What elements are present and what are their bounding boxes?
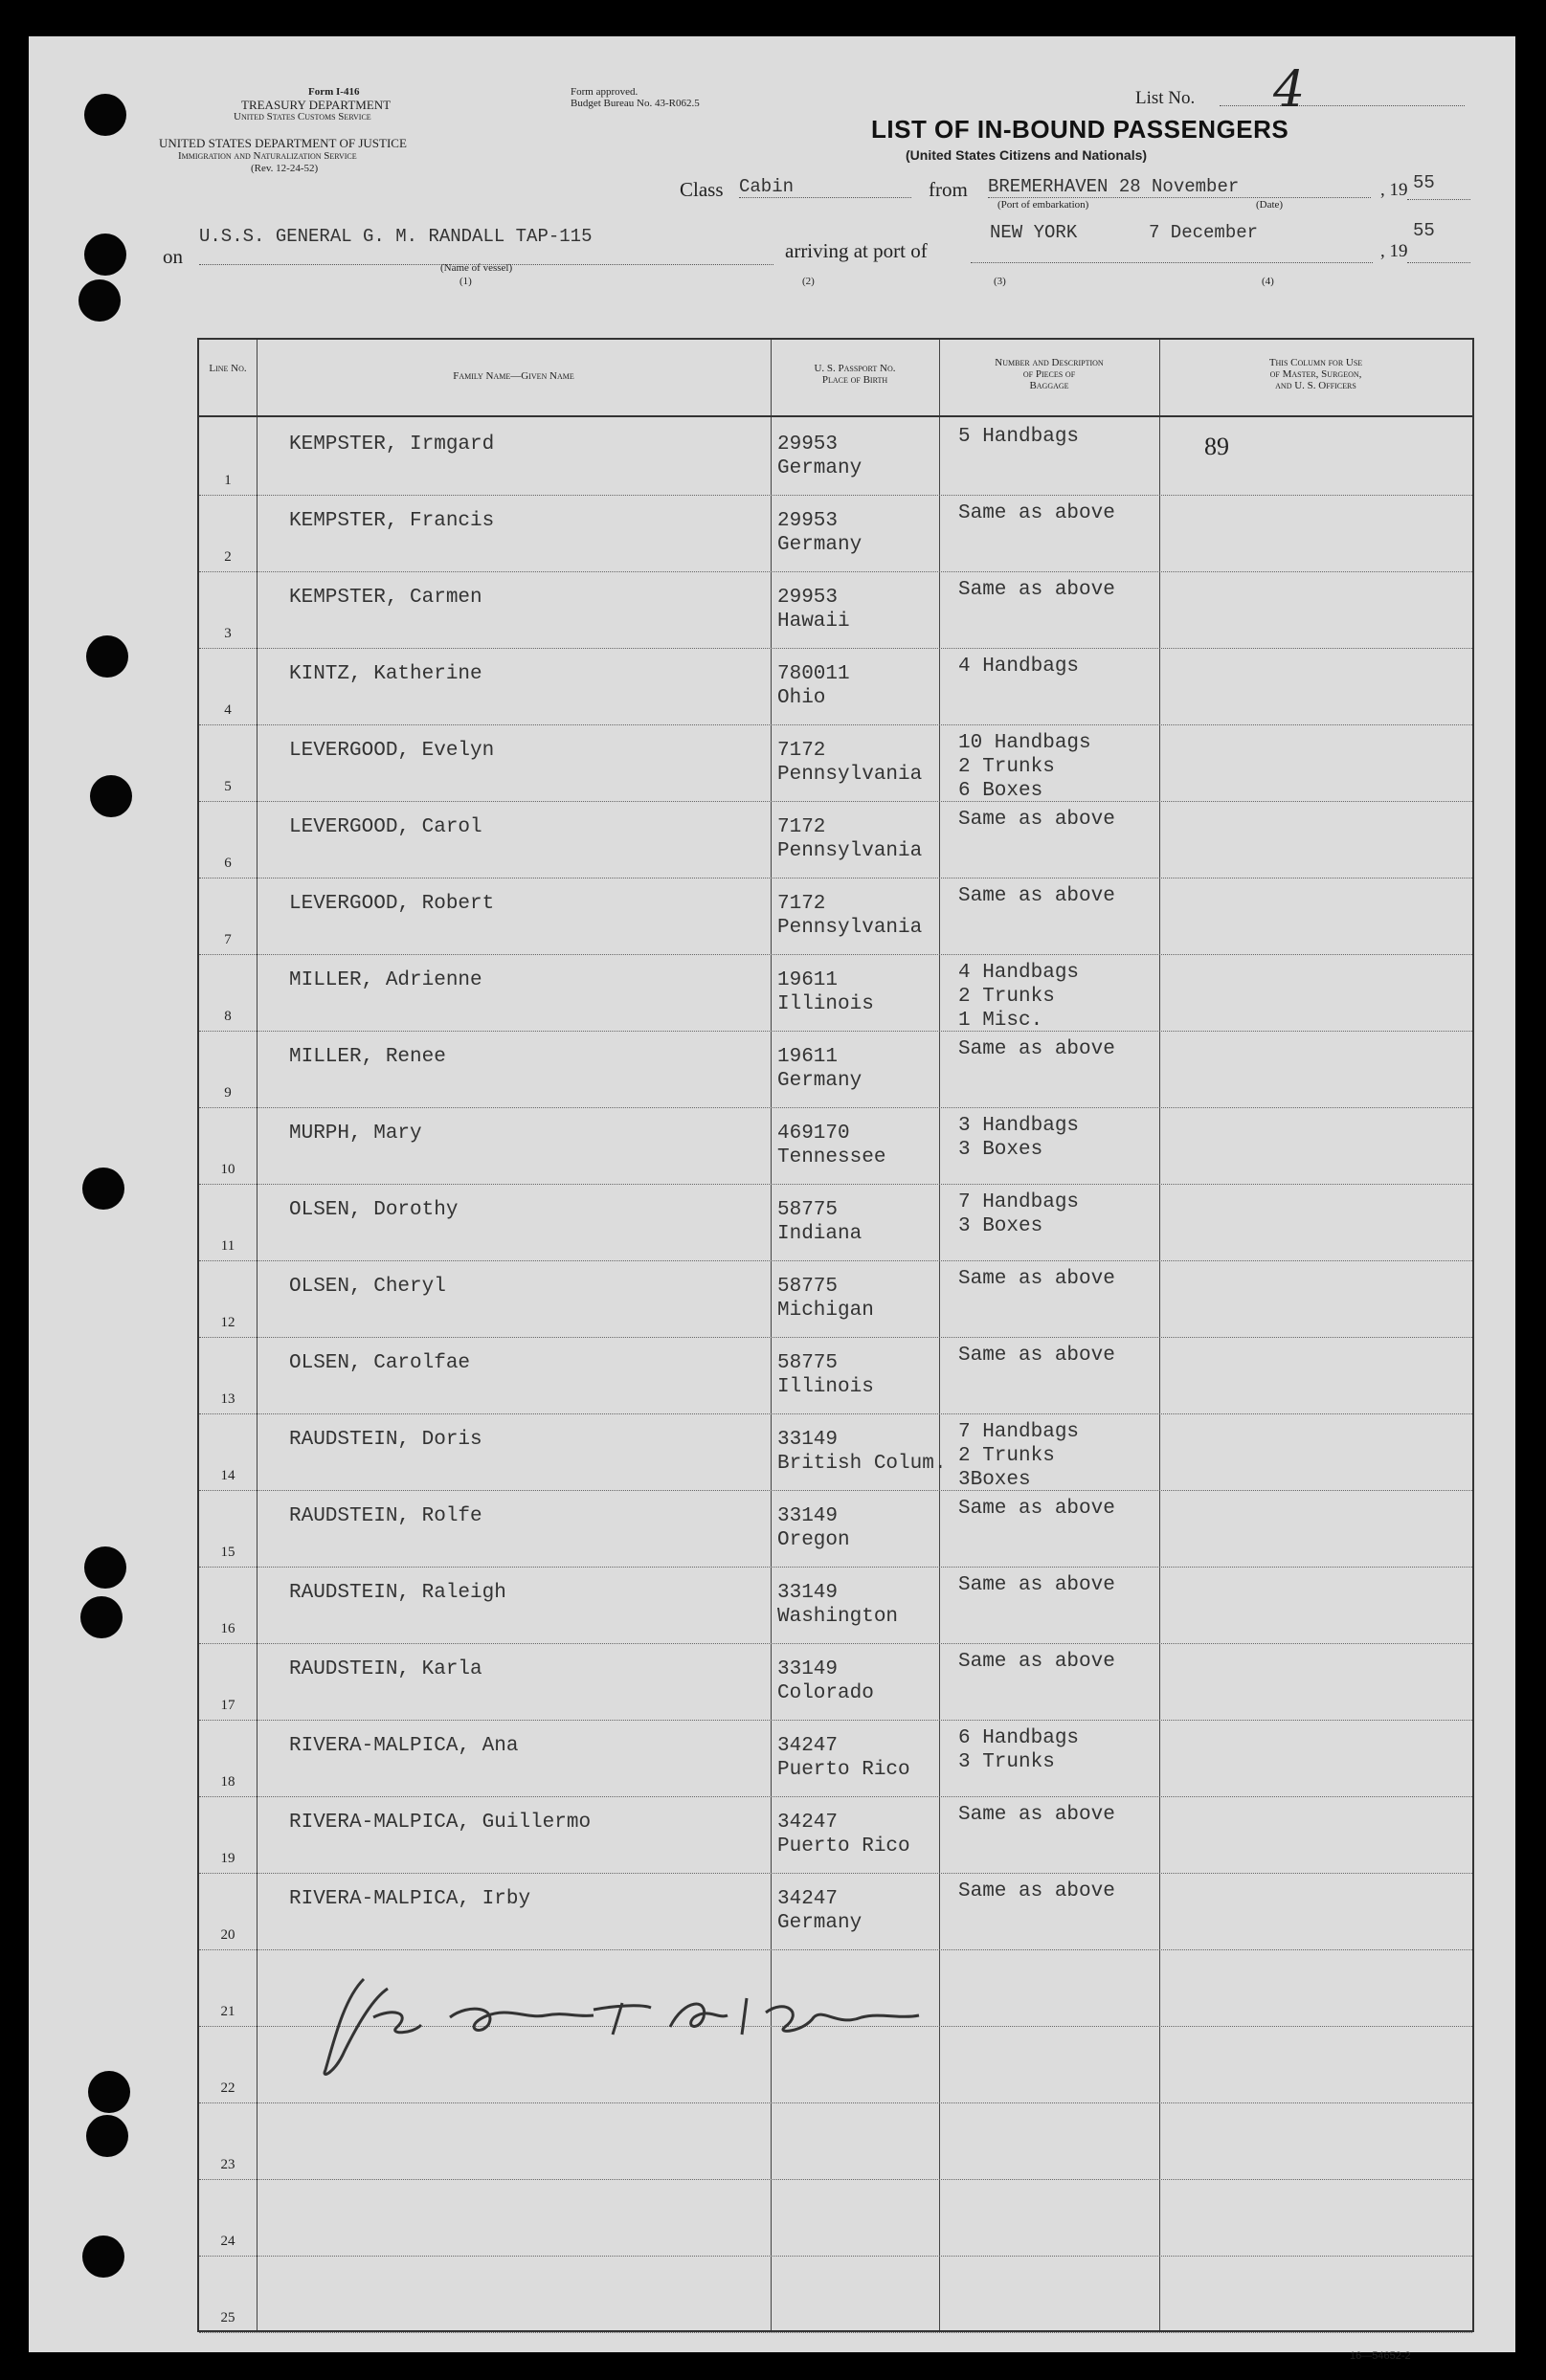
punch-hole: [84, 94, 126, 136]
table-row: [199, 723, 1472, 802]
line-number: 4: [224, 702, 232, 718]
from-label: from: [929, 178, 968, 201]
baggage-item: 3 Boxes: [958, 1139, 1043, 1161]
baggage-cell: [958, 1497, 1115, 1521]
year-prefix-1: , 19: [1380, 180, 1408, 200]
baggage-item: Same as above: [958, 502, 1115, 524]
passport-number: 19611: [777, 969, 839, 991]
passenger-name: KINTZ, Katherine: [289, 663, 482, 685]
passport-cell: [777, 815, 922, 863]
budget-bureau: Budget Bureau No. 43-R062.5: [571, 98, 700, 109]
passport-number: 7172: [777, 740, 826, 762]
col-head-name: Family Name—Given Name: [453, 370, 574, 382]
passport-cell: [777, 1811, 910, 1858]
passport-number: 34247: [777, 1812, 839, 1834]
place-of-birth: British Colum.: [777, 1453, 947, 1475]
line-number: 15: [220, 1545, 235, 1560]
punch-hole: [82, 1168, 124, 1210]
baggage-cell: [958, 1114, 1079, 1162]
passport-number: 29953: [777, 510, 839, 532]
year-prefix-1-text: 19: [1389, 180, 1408, 200]
baggage-item: 6 Boxes: [958, 780, 1043, 802]
passenger-name: MURPH, Mary: [289, 1123, 422, 1145]
arriving-label: arriving at port of: [785, 239, 928, 262]
arrival-line: [971, 260, 1373, 263]
table-row: [199, 1259, 1472, 1338]
punch-hole: [86, 2115, 128, 2157]
passenger-name: RAUDSTEIN, Raleigh: [289, 1582, 506, 1604]
passport-cell: [777, 509, 862, 557]
passport-number: 29953: [777, 434, 839, 456]
passport-cell: [777, 1122, 885, 1169]
passenger-name: LEVERGOOD, Robert: [289, 893, 495, 915]
punch-hole: [90, 775, 132, 817]
baggage-item: 4 Handbags: [958, 656, 1080, 678]
col-head-line: Line No.: [209, 363, 247, 374]
year-line-2: [1407, 260, 1470, 263]
table-row: [199, 647, 1472, 725]
treasury-department: TREASURY DEPARTMENT: [241, 98, 392, 112]
place-of-birth: Puerto Rico: [777, 1835, 910, 1857]
col-head-officers-1: This Column for Use: [1268, 357, 1363, 368]
passenger-name: KEMPSTER, Irmgard: [289, 434, 495, 456]
line-number: 12: [220, 1315, 235, 1330]
baggage-item: 6 Handbags: [958, 1727, 1080, 1749]
baggage-item: 3 Trunks: [958, 1751, 1055, 1773]
passport-cell: [777, 1198, 862, 1246]
passport-number: 19611: [777, 1046, 839, 1068]
baggage-item: 4 Handbags: [958, 962, 1080, 984]
table-row: [199, 1642, 1472, 1721]
baggage-cell: [958, 884, 1115, 908]
baggage-cell: [958, 731, 1091, 803]
baggage-item: 3 Handbags: [958, 1115, 1080, 1137]
baggage-item: Same as above: [958, 885, 1115, 907]
passport-number: 29953: [777, 587, 839, 609]
place-of-birth: Oregon: [777, 1529, 850, 1551]
col-head-officers-2: of Master, Surgeon,: [1269, 368, 1362, 380]
baggage-item: Same as above: [958, 1574, 1115, 1596]
form-number: Form I-416: [308, 86, 360, 98]
vessel-name: U.S.S. GENERAL G. M. RANDALL TAP-115: [199, 226, 773, 265]
passport-number: 33149: [777, 1582, 839, 1604]
page-subtitle: (United States Citizens and Nationals): [906, 147, 1148, 163]
punch-hole: [84, 1546, 126, 1589]
passport-cell: [777, 892, 922, 940]
col-head-baggage: [939, 357, 1159, 391]
punch-hole: [78, 279, 121, 322]
baggage-item: Same as above: [958, 1804, 1115, 1826]
baggage-item: Same as above: [958, 1268, 1115, 1290]
date-caption: (Date): [1256, 199, 1284, 211]
col-head-baggage-2: of Pieces of: [1022, 368, 1076, 380]
passenger-name: KEMPSTER, Francis: [289, 510, 495, 532]
place-of-birth: Hawaii: [777, 611, 850, 633]
passenger-name: OLSEN, Carolfae: [289, 1352, 471, 1374]
place-of-birth: Washington: [777, 1606, 899, 1628]
place-of-birth: Ohio: [777, 687, 826, 709]
baggage-cell: [958, 655, 1079, 678]
baggage-item: Same as above: [958, 1651, 1115, 1673]
table-row: [199, 1412, 1472, 1491]
baggage-item: 2 Trunks: [958, 756, 1055, 778]
line-number: 3: [224, 626, 232, 641]
baggage-cell: [958, 1190, 1079, 1238]
year-prefix-2-text: 19: [1389, 241, 1408, 261]
place-of-birth: Michigan: [777, 1300, 874, 1322]
table-row: [199, 2178, 1472, 2257]
form-approved: Form approved.: [571, 86, 639, 98]
class-value: Cabin: [739, 176, 911, 198]
line-number: 7: [224, 932, 232, 947]
baggage-cell: [958, 1344, 1115, 1368]
passport-cell: [777, 662, 850, 710]
caption-2: (2): [802, 276, 815, 287]
passport-cell: [777, 1887, 862, 1935]
passenger-name: RIVERA-MALPICA, Irby: [289, 1888, 531, 1910]
col-head-officers: [1159, 357, 1472, 391]
punch-hole: [84, 234, 126, 276]
justice-department: UNITED STATES DEPARTMENT OF JUSTICE: [159, 136, 407, 150]
baggage-cell: [958, 578, 1115, 602]
line-number: 10: [220, 1162, 235, 1177]
place-of-birth: Pennsylvania: [777, 764, 923, 786]
passenger-name: MILLER, Adrienne: [289, 969, 482, 991]
list-no-value: 4: [1273, 61, 1306, 119]
table-row: [199, 2255, 1472, 2333]
passport-number: 33149: [777, 1429, 839, 1451]
baggage-item: 7 Handbags: [958, 1421, 1080, 1443]
class-label: Class: [680, 178, 724, 201]
line-number: 17: [220, 1698, 235, 1713]
baggage-item: Same as above: [958, 1880, 1115, 1902]
baggage-item: Same as above: [958, 579, 1115, 601]
place-of-birth: Germany: [777, 1070, 863, 1092]
baggage-cell: [958, 1726, 1079, 1774]
passport-number: 58775: [777, 1199, 839, 1221]
passport-number: 33149: [777, 1658, 839, 1680]
place-of-birth: Puerto Rico: [777, 1759, 910, 1781]
passport-cell: [777, 433, 862, 480]
year-line-1: [1407, 197, 1470, 200]
officer-note: 89: [1204, 433, 1229, 460]
line-number: 21: [220, 2004, 235, 2019]
place-of-birth: Indiana: [777, 1223, 863, 1245]
passport-number: 469170: [777, 1123, 850, 1145]
table-row: [199, 570, 1472, 649]
place-of-birth: Tennessee: [777, 1146, 886, 1168]
table-row: [199, 1030, 1472, 1108]
place-of-birth: Pennsylvania: [777, 917, 923, 939]
passport-number: 780011: [777, 663, 850, 685]
line-number: 25: [220, 2310, 235, 2325]
list-no-label: List No.: [1135, 88, 1196, 108]
passenger-name: OLSEN, Dorothy: [289, 1199, 459, 1221]
table-row: [199, 1183, 1472, 1261]
on-label: on: [163, 245, 183, 268]
footer-code: 16—54652-2: [1350, 2350, 1411, 2362]
baggage-item: 3Boxes: [958, 1469, 1031, 1491]
baggage-item: Same as above: [958, 1038, 1115, 1060]
baggage-cell: [958, 1037, 1115, 1061]
page-title: LIST OF IN-BOUND PASSENGERS: [871, 115, 1289, 144]
passenger-name: RIVERA-MALPICA, Ana: [289, 1735, 519, 1757]
baggage-item: 2 Trunks: [958, 986, 1055, 1008]
col-head-passport-2: Place of Birth: [821, 374, 888, 386]
table-row: [199, 1566, 1472, 1644]
line-number: 18: [220, 1774, 235, 1790]
passenger-name: RAUDSTEIN, Doris: [289, 1429, 482, 1451]
punch-hole: [80, 1596, 123, 1638]
baggage-cell: [958, 961, 1079, 1033]
port-embarkation-caption: (Port of embarkation): [997, 199, 1089, 211]
place-of-birth: Illinois: [777, 993, 874, 1015]
passport-number: 34247: [777, 1888, 839, 1910]
passport-cell: [777, 1734, 910, 1782]
line-number: 5: [224, 779, 232, 794]
year-value-1: 55: [1413, 172, 1435, 193]
table-row: [199, 1489, 1472, 1568]
passport-number: 33149: [777, 1505, 839, 1527]
passenger-name: RIVERA-MALPICA, Guillermo: [289, 1812, 592, 1834]
passport-number: 58775: [777, 1352, 839, 1374]
baggage-cell: [958, 1650, 1115, 1674]
table-row: [199, 800, 1472, 879]
punch-hole: [88, 2071, 130, 2113]
caption-4: (4): [1262, 276, 1274, 287]
baggage-item: Same as above: [958, 1345, 1115, 1367]
baggage-item: Same as above: [958, 1498, 1115, 1520]
baggage-cell: [958, 1803, 1115, 1827]
arrival-port: NEW YORK: [990, 222, 1078, 243]
col-head-officers-3: and U. S. Officers: [1275, 380, 1356, 391]
arrival-date: 7 December: [1149, 222, 1259, 243]
punch-hole: [82, 2235, 124, 2278]
baggage-cell: [958, 1267, 1115, 1291]
passport-cell: [777, 739, 922, 787]
passport-cell: [777, 1428, 946, 1476]
baggage-item: 5 Handbags: [958, 426, 1080, 448]
table-row: [199, 417, 1472, 496]
table-row: [199, 494, 1472, 572]
baggage-item: 10 Handbags: [958, 732, 1091, 754]
passenger-name: RAUDSTEIN, Karla: [289, 1658, 482, 1680]
table-row: [199, 953, 1472, 1032]
vessel-caption: (Name of vessel): [440, 262, 513, 274]
place-of-birth: Germany: [777, 457, 863, 479]
caption-3: (3): [994, 276, 1006, 287]
passenger-name: RAUDSTEIN, Rolfe: [289, 1505, 482, 1527]
col-head-baggage-1: Number and Description: [995, 357, 1104, 368]
line-number: 9: [224, 1085, 232, 1101]
baggage-item: Same as above: [958, 809, 1115, 831]
passport-cell: [777, 1581, 898, 1629]
customs-service: United States Customs Service: [234, 111, 371, 122]
col-head-passport: [771, 363, 939, 386]
year-prefix-2: , 19: [1380, 241, 1408, 261]
passenger-name: LEVERGOOD, Evelyn: [289, 740, 495, 762]
place-of-birth: Colorado: [777, 1682, 874, 1704]
place-of-birth: Germany: [777, 534, 863, 556]
passport-cell: [777, 586, 850, 634]
baggage-item: 3 Boxes: [958, 1215, 1043, 1237]
passport-cell: [777, 1275, 874, 1323]
table-row: [199, 877, 1472, 955]
passport-cell: [777, 1657, 874, 1705]
passenger-name: KEMPSTER, Carmen: [289, 587, 482, 609]
line-number: 8: [224, 1009, 232, 1024]
table-row: [199, 1336, 1472, 1414]
passport-number: 7172: [777, 893, 826, 915]
baggage-cell: [958, 1420, 1079, 1492]
line-number: 22: [220, 2080, 235, 2096]
line-number: 11: [220, 1238, 235, 1254]
list-no-line: [1220, 103, 1465, 106]
passenger-name: MILLER, Renee: [289, 1046, 446, 1068]
line-number: 2: [224, 549, 232, 565]
revision-date: (Rev. 12-24-52): [251, 163, 319, 174]
document-page: [29, 36, 1515, 2362]
baggage-item: 2 Trunks: [958, 1445, 1055, 1467]
baggage-item: 7 Handbags: [958, 1191, 1080, 1213]
line-number: 20: [220, 1927, 235, 1943]
table-row: [199, 1872, 1472, 1950]
line-number: 6: [224, 856, 232, 871]
table-row: [199, 2102, 1472, 2180]
col-head-baggage-3: Baggage: [1029, 380, 1069, 391]
baggage-cell: [958, 808, 1115, 832]
baggage-cell: [958, 1573, 1115, 1597]
line-number: 13: [220, 1391, 235, 1407]
passport-cell: [777, 1351, 874, 1399]
caption-1: (1): [459, 276, 472, 287]
passenger-name: OLSEN, Cheryl: [289, 1276, 446, 1298]
line-number: 19: [220, 1851, 235, 1866]
punch-hole: [86, 635, 128, 678]
handwritten-signature: [306, 1960, 957, 2084]
from-value: BREMERHAVEN 28 November: [988, 176, 1371, 198]
ins-service: Immigration and Naturalization Service: [178, 150, 357, 162]
passport-number: 34247: [777, 1735, 839, 1757]
place-of-birth: Pennsylvania: [777, 840, 923, 862]
line-number: 23: [220, 2157, 235, 2172]
baggage-item: 1 Misc.: [958, 1010, 1043, 1032]
baggage-cell: [958, 425, 1079, 449]
passport-cell: [777, 968, 874, 1016]
table-row: [199, 1795, 1472, 1874]
place-of-birth: Germany: [777, 1912, 863, 1934]
baggage-cell: [958, 1880, 1115, 1903]
place-of-birth: Illinois: [777, 1376, 874, 1398]
line-number: 1: [224, 473, 232, 488]
line-number: 24: [220, 2234, 235, 2249]
passport-number: 7172: [777, 816, 826, 838]
baggage-cell: [958, 501, 1115, 525]
passport-number: 58775: [777, 1276, 839, 1298]
table-row: [199, 1106, 1472, 1185]
passport-cell: [777, 1504, 850, 1552]
line-number: 16: [220, 1621, 235, 1636]
year-value-2: 55: [1413, 220, 1435, 241]
col-head-passport-1: U. S. Passport No.: [814, 363, 896, 374]
passenger-name: LEVERGOOD, Carol: [289, 816, 482, 838]
table-row: [199, 1719, 1472, 1797]
line-number: 14: [220, 1468, 235, 1483]
passport-cell: [777, 1045, 862, 1093]
